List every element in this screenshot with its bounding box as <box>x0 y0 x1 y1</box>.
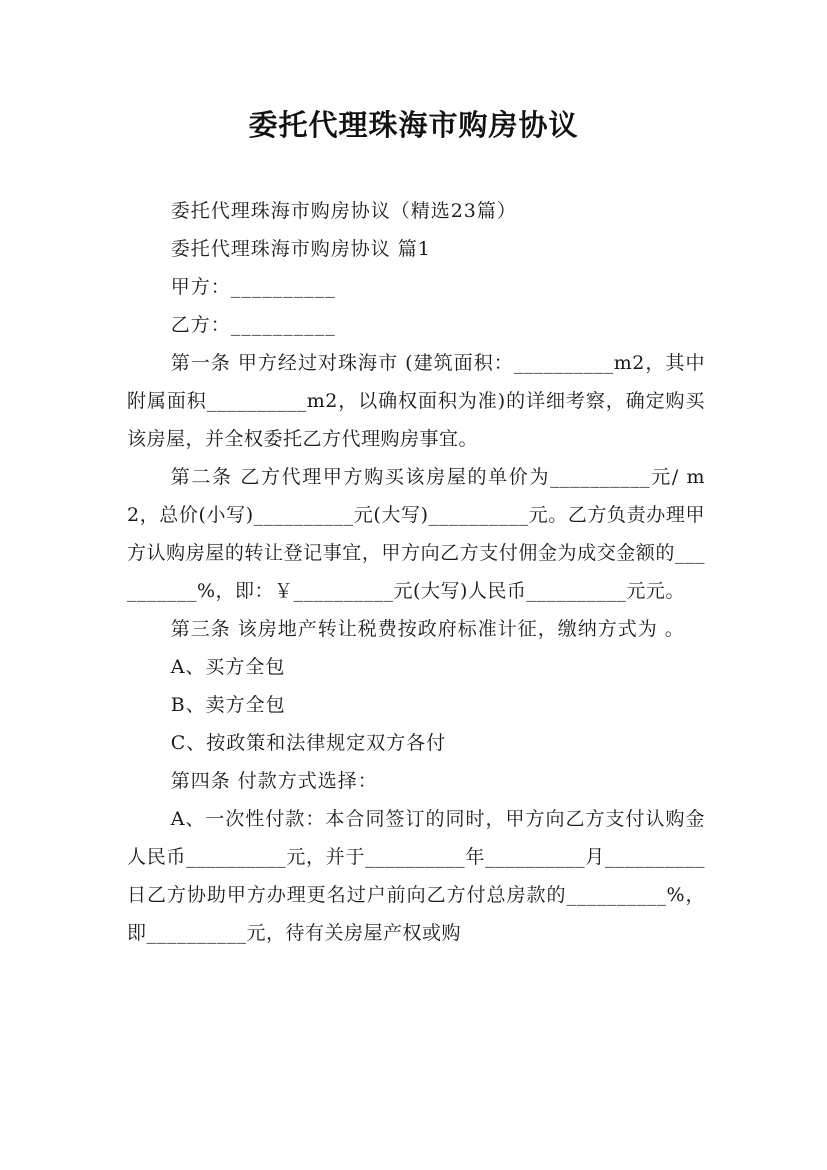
paragraph-chapter-heading: 委托代理珠海市购房协议 篇1 <box>170 238 431 260</box>
paragraph-option-a: A、买方全包 <box>170 656 286 678</box>
paragraph-party-b: 乙方：__________ <box>170 314 336 336</box>
document-body <box>127 192 705 952</box>
paragraph-article-3: 第三条 该房地产转让税费按政府标准计征，缴纳方式为 。 <box>170 618 685 640</box>
paragraph-option-b: B、卖方全包 <box>170 694 286 716</box>
paragraph-party-a: 甲方：__________ <box>170 276 336 298</box>
paragraph-subtitle: 委托代理珠海市购房协议（精选23篇） <box>170 200 517 222</box>
paragraph-option-c: C、按政策和法律规定双方各付 <box>170 732 447 754</box>
paragraph-article-1: 第一条 甲方经过对珠海市 (建筑面积：__________m2，其中附属面积__________m2，以确权面积为准)的详细考察，确定购买该房屋，并全权委托乙方代理购房事宜。 <box>127 352 705 450</box>
paragraph-article-2: 第二条 乙方代理甲方购买该房屋的单价为__________元/ m2，总价(小写)__________元(大写)__________元。乙方负责办理甲方认购房屋的转让登记事宜，甲方向乙方支付佣金为成交金额的__________%，即：￥__________元(大写)人民币__________元元。 <box>127 466 705 602</box>
paragraph-article-4: 第四条 付款方式选择： <box>170 770 378 792</box>
paragraph-payment-option-a: A、一次性付款：本合同签订的同时，甲方向乙方支付认购金人民币__________元，并于__________年__________月__________日乙方协助甲方办理更名过户前向乙方付总房款的__________%，即__________元，待有关房屋产权或购 <box>127 808 705 944</box>
document-title: 委托代理珠海市购房协议 <box>248 108 579 142</box>
